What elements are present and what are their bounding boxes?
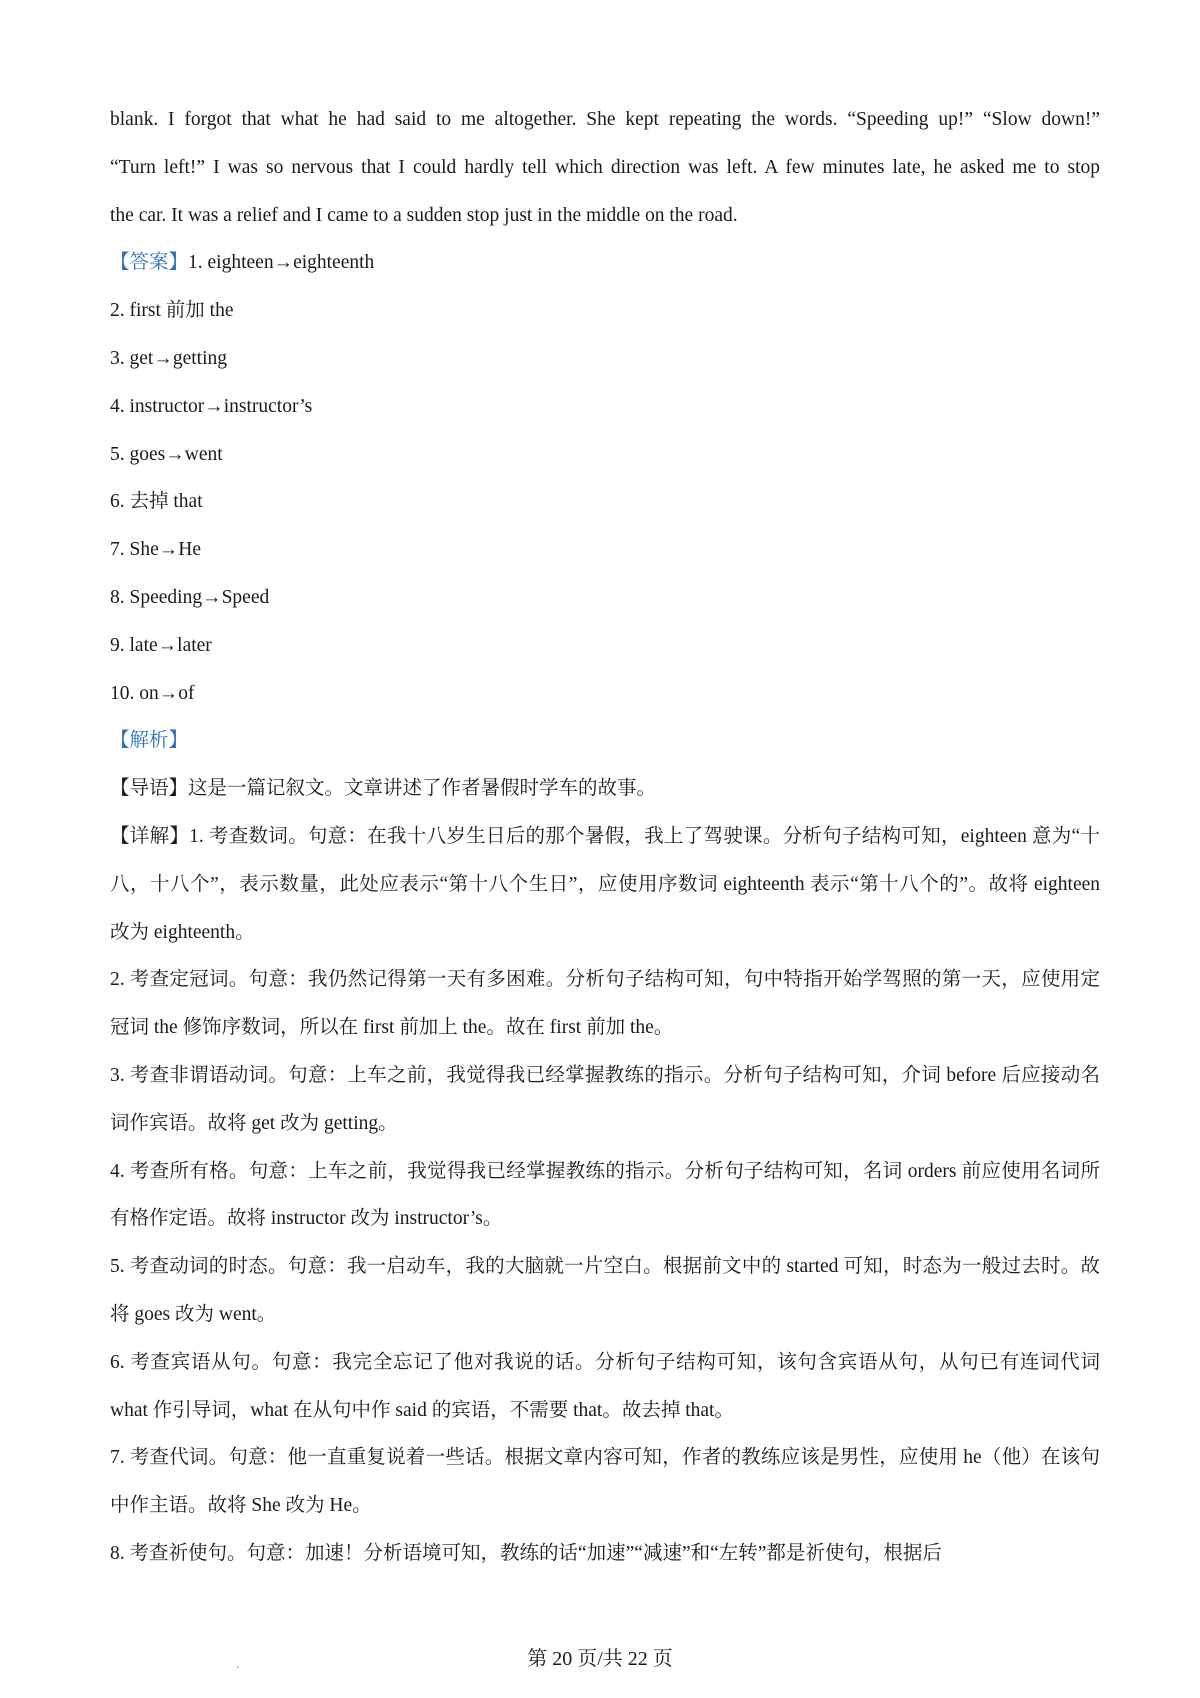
detail-paragraph: 8. 考查祈使句。句意：加速！分析语境可知，教练的话“加速”“减速”和“左转”都是祈使句，根据后: [110, 1542, 942, 1564]
detail-paragraph: 【详解】1. 考查数词。句意：在我十八岁生日后的那个暑假，我上了驾驶课。分析句子结构可知，eighteen 意为“十八，十八个”，表示数量，此处应表示“第十八个生日”，应使用序数词 eighteenth 表示“第十八个的”。故将 eighteen 改为 eighteenth。: [110, 825, 1100, 943]
answer-item: 10. on→of: [110, 682, 195, 704]
document-body: [110, 96, 1100, 1578]
answer-item: 1. eighteen→eighteenth: [188, 252, 375, 274]
answer-item: 9. late→later: [110, 634, 212, 656]
detail-paragraph: 4. 考查所有格。句意：上车之前，我觉得我已经掌握教练的指示。分析句子结构可知，名词 orders 前应使用名词所有格作定语。故将 instructor 改为 instructor’s。: [110, 1160, 1100, 1230]
detail-paragraph: 6. 考查宾语从句。句意：我完全忘记了他对我说的话。分析句子结构可知，该句含宾语从句，从句已有连词代词 what 作引导词，what 在从句中作 said 的宾语，不需要 that。故去掉 that。: [110, 1351, 1100, 1421]
passage-line: the car. It was a relief and I came to a sudden stop just in the middle on the road.: [110, 204, 738, 226]
answer-item: 8. Speeding→Speed: [110, 586, 270, 608]
answer-line-1: [110, 239, 1100, 287]
answer-item: 4. instructor→instructor’s: [110, 395, 313, 417]
answer-label: 【答案】: [110, 252, 189, 274]
detail-paragraph: 5. 考查动词的时态。句意：我一启动车，我的大脑就一片空白。根据前文中的 started 可知，时态为一般过去时。故将 goes 改为 went。: [110, 1256, 1100, 1325]
page-footer: 第 20 页/共 22 页: [527, 1648, 673, 1670]
answer-item: 2. first 前加 the: [110, 300, 234, 322]
passage-line: “Turn left!” I was so nervous that I could hardly tell which direction was left. A few minutes late, he asked me to stop: [110, 156, 1100, 178]
passage-line: blank. I forgot that what he had said to me altogether. She kept repeating the words. “Speeding up!” “Slow down!”: [110, 109, 1100, 130]
detail-paragraph: 7. 考查代词。句意：他一直重复说着一些话。根据文章内容可知，作者的教练应该是男性，应使用 he（他）在该句中作主语。故将 She 改为 He。: [110, 1447, 1100, 1517]
answer-item: 5. goes→went: [110, 443, 223, 465]
answer-item: 6. 去掉 that: [110, 491, 203, 513]
analysis-label: 【解析】: [110, 730, 189, 752]
answer-item: 7. She→He: [110, 539, 201, 561]
detail-paragraph: 2. 考查定冠词。句意：我仍然记得第一天有多困难。分析句子结构可知，句中特指开始学驾照的第一天，应使用定冠词 the 修饰序数词，所以在 first 前加上 the。故在 first 前加 the。: [110, 969, 1100, 1039]
answer-item: 3. get→getting: [110, 347, 227, 369]
intro-paragraph: 【导语】这是一篇记叙文。文章讲述了作者暑假时学车的故事。: [110, 778, 657, 800]
detail-paragraph: 3. 考查非谓语动词。句意：上车之前，我觉得我已经掌握教练的指示。分析句子结构可知，介词 before 后应接动名词作宾语。故将 get 改为 getting。: [110, 1064, 1100, 1134]
